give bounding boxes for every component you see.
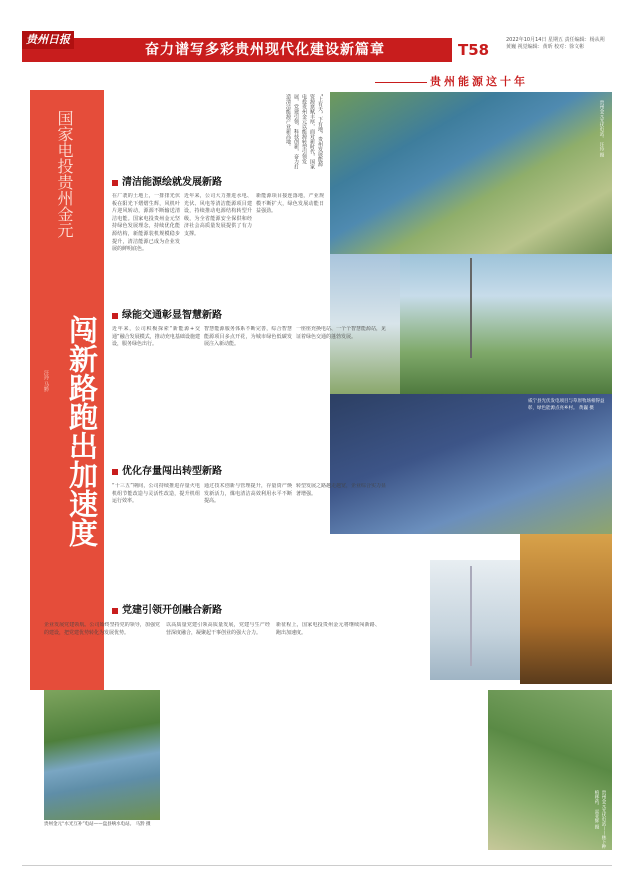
section-marker bbox=[112, 313, 118, 319]
subtitle-rule bbox=[375, 82, 427, 83]
newspaper-logo: 贵州日报 bbox=[22, 31, 74, 49]
headline-kicker: 国家电投贵州金元 bbox=[55, 110, 74, 238]
photo-caption: 贵州金元光伏电站。 汪玲 摄 bbox=[599, 100, 604, 157]
photo-solar-panels bbox=[400, 254, 612, 394]
section-title: 清洁能源绘就发展新路 bbox=[122, 177, 222, 188]
section-text: 一座座充换电站、一个个智慧能源站，见证着绿色交通的蓬勃发展。 bbox=[296, 326, 386, 340]
tower-shape bbox=[470, 258, 472, 358]
section-text: 以高质量党建引领高质量发展，党建与生产经营深度融合，凝聚起干事创业的强大合力。 bbox=[166, 622, 270, 636]
section-marker bbox=[112, 469, 118, 475]
photo-hydro-station bbox=[44, 690, 160, 820]
section-text: 智慧能源服务体系不断完善，综合智慧能源项目多点开花，为城市绿色低碳发展注入新动能。 bbox=[204, 326, 292, 348]
header-title: 奋力谱写多彩贵州现代化建设新篇章 bbox=[145, 42, 385, 58]
special-subtitle: 贵州能源这十年 bbox=[430, 75, 528, 88]
section-text: 通过技术创新与管理提升，存量资产焕发新活力，煤电清洁高效利用水平不断提高。 bbox=[204, 483, 292, 505]
photo-caption: 贵州金元“水光互补”电站——盘县响水电站。 马黔 摄 bbox=[44, 822, 151, 827]
section-marker bbox=[112, 180, 118, 186]
section-text: 转型发展之路越走越宽，企业综合实力显著增强。 bbox=[296, 483, 386, 497]
photo-caption: 威宁县光伏发电项目与草原牧场相得益彰，绿色能源点亮乡村。 黄巍 摄 bbox=[528, 399, 605, 411]
photo-caption: 贵州金元光伏电站——林下种植林药。 雷亚辉 摄 bbox=[594, 790, 606, 849]
headline-title: 闯新路跑出加速度 bbox=[65, 315, 99, 547]
footer-rule bbox=[22, 865, 612, 866]
page-number: T58 bbox=[458, 41, 490, 59]
section-text: 新征程上，国家电投贵州金元将继续闯新路、跑出加速度。 bbox=[276, 622, 380, 636]
section-title: 绿能交通彰显智慧新路 bbox=[122, 310, 222, 321]
photo-workers bbox=[520, 534, 612, 684]
intro-paragraph: “上有天，下有地，贵州发展能源资源禀赋丰厚，面对新时代，国家电投贵州金元以能源转型引领发展，党建引领、科技创新，奋力打造清洁能源产业新高地。 bbox=[285, 94, 323, 169]
header-meta: 2022年10月14日 星期五 责任编辑：杨从朔 黄巍 视觉编辑：黄昕 校对：徐文彬 bbox=[506, 37, 605, 50]
section-text: “十三五”期间，公司持续推进存量火电机组节能改造与灵活性改造，提升机组运行效率。 bbox=[112, 483, 200, 505]
section-text: 新能源项目接连落地，产业规模不断扩大，绿色发展动能日益强劲。 bbox=[256, 193, 324, 215]
photo-wind-turbine bbox=[430, 560, 522, 680]
turbine-shape bbox=[470, 566, 472, 666]
section-text: 企业发展党建领航。公司始终坚持党的领导，加强党的建设，把党建优势转化为发展优势。 bbox=[44, 622, 160, 636]
byline: 汪玲 马黔 bbox=[43, 370, 49, 392]
section-title: 党建引领开创融合新路 bbox=[122, 605, 222, 616]
section-marker bbox=[112, 608, 118, 614]
section-text: 近年来，公司大力推进水电、光伏、风电等清洁能源项目建设，持续推动电源结构转型升级，为全省能源安全保供和经济社会高质量发展提供了有力支撑。 bbox=[184, 193, 252, 237]
section-text: 在广袤的土地上，一排排光伏板在阳光下熠熠生辉，风机叶片迎风转动，源源不断输送清洁电能。国家电投贵州金元坚持绿色发展理念，持续优化能源结构，新能源装机规模稳步提升，清洁能源已成为企业发展的鲜明底色。 bbox=[112, 193, 180, 253]
section-text: 近年来，公司积极探索“新能源+交通”融合发展模式，推动充电基础设施建设，服务绿色出行。 bbox=[112, 326, 200, 348]
section-title: 优化存量闯出转型新路 bbox=[122, 466, 222, 477]
